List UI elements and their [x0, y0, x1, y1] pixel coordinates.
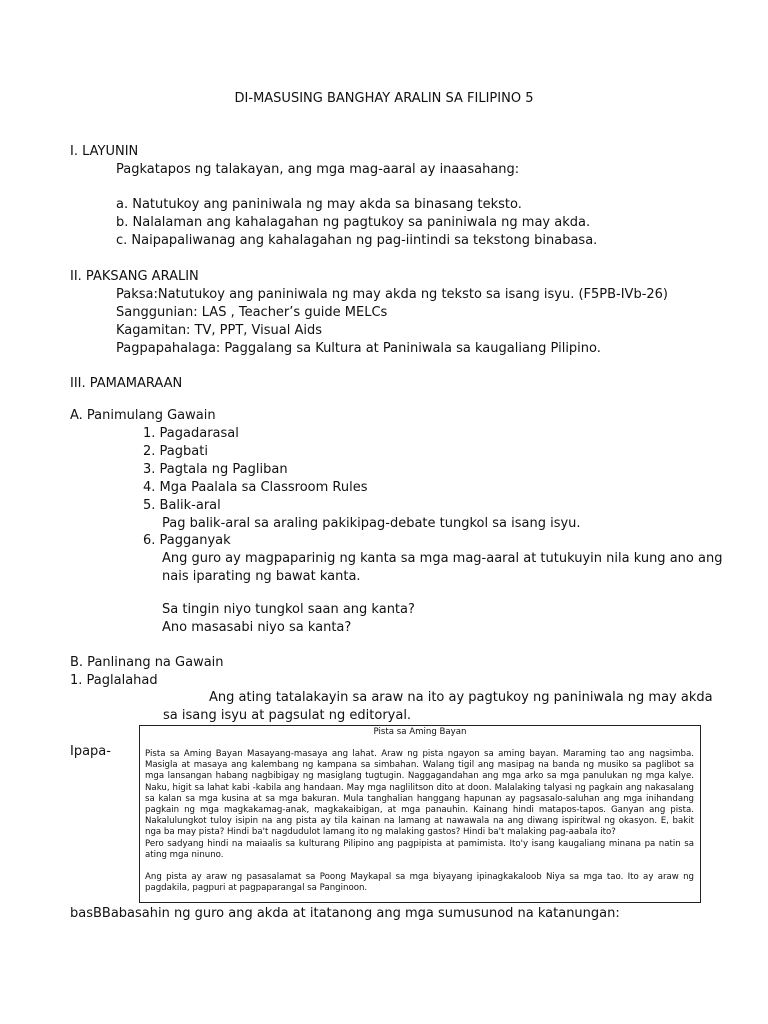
reading-text-box [139, 725, 701, 903]
section-heading-paksang-aralin: II. PAKSANG ARALIN [70, 269, 199, 284]
step-item: 4. Mga Paalala sa Classroom Rules [143, 480, 368, 495]
subheading-panimulang-gawain: A. Panimulang Gawain [70, 408, 216, 423]
reading-paragraph: Pista sa Aming Bayan Masayang-masaya ang lahat. Araw ng pista ngayon sa aming bayan. Maraming tao ang nagsimba. Masigla at masaya ang kalembang ng kampana sa simbahan. Walang tigil ang masipag na banda ng musiko sa paglibot sa mga lansangan habang nagbibigay ng masiglang tugtugin. Naggagandahan ang mga arko sa mga panulukan ng mga kalye. Naku, higit sa lahat kabi -kabila ang handaan. May mga naglilitson dito at doon. Malalaking talyasi ng pagkain ang nakasalang sa kalan sa mga kusina at sa mga bakuran. Mula tanghalian hanggang hapunan ay pagsasalo-saluhan ang mga inihandang pagkain ng mga magkakamag-anak, magkakaibigan, at mga panauhin. Kainang hindi matapos-tapos. Ganyan ang pista. Nakalulungkot tuloy isipin na ang pista ay tila kainan na lamang at nawawala na ang diwang ispiritwal ng okasyon. E, bakit nga ba may pista? Hindi ba't nagdudulot lamang ito ng malaking gastos? Hindi ba't malaking pag-aabala ito? [145, 749, 694, 838]
reading-paragraph: Ang pista ay araw ng pasasalamat sa Poong Maykapal sa mga biyayang ipinagkakaloob Niya sa mga tao. Ito ay araw ng pagdakila, pagpuri at pagpaparangal sa Panginoon. [145, 872, 694, 894]
layunin-item: a. Natutukoy ang paniniwala ng may akda sa binasang teksto. [116, 197, 522, 212]
pagganyak-text: Ang guro ay magpaparinig ng kanta sa mga mag-aaral at tutukuyin nila kung ano ang [162, 551, 723, 566]
step-item: 6. Pagganyak [143, 533, 231, 548]
layunin-item: b. Nalalaman ang kahalagahan ng pagtukoy sa paniniwala ng may akda. [116, 215, 591, 230]
step-item: 2. Pagbati [143, 444, 208, 459]
question-line: Sa tingin niyo tungkol saan ang kanta? [162, 602, 415, 617]
section-heading-layunin: I. LAYUNIN [70, 144, 139, 159]
paglalahad-heading: 1. Paglalahad [70, 673, 158, 688]
ipapa-label: Ipapa- [70, 744, 111, 759]
reading-paragraph: Pero sadyang hindi na maiaalis sa kulturang Pilipino ang pagpipista at pamimista. Ito'y isang kaugaliang minana pa natin sa ating mga ninuno. [145, 838, 694, 860]
pagpapahalaga-line: Pagpapahalaga: Paggalang sa Kultura at Paniniwala sa kaugaliang Pilipino. [116, 341, 601, 356]
step-item: 3. Pagtala ng Pagliban [143, 462, 288, 477]
balik-aral-text: Pag balik-aral sa araling pakikipag-debate tungkol sa isang isyu. [162, 516, 581, 531]
layunin-intro: Pagkatapos ng talakayan, ang mga mag-aaral ay inaasahang: [116, 162, 520, 177]
step-item: 5. Balik-aral [143, 498, 221, 513]
sanggunian-line: Sanggunian: LAS , Teacher’s guide MELCs [116, 305, 388, 320]
question-line: Ano masasabi niyo sa kanta? [162, 620, 352, 635]
section-heading-pamamaraan: III. PAMAMARAAN [70, 376, 183, 391]
pagganyak-text: nais iparating ng bawat kanta. [162, 569, 361, 584]
reading-box-title: Pista sa Aming Bayan [373, 727, 467, 737]
subheading-panlinang-na-gawain: B. Panlinang na Gawain [70, 655, 224, 670]
paglalahad-text: sa isang isyu at pagsulat ng editoryal. [163, 708, 412, 723]
page-title: DI-MASUSING BANGHAY ARALIN SA FILIPINO 5 [234, 91, 534, 106]
reading-box-body [145, 749, 694, 894]
step-item: 1. Pagadarasal [143, 426, 239, 441]
closing-line: basBBabasahin ng guro ang akda at itatanong ang mga sumusunod na katanungan: [70, 906, 620, 921]
paglalahad-text: Ang ating tatalakayin sa araw na ito ay pagtukoy ng paniniwala ng may akda [209, 690, 713, 705]
kagamitan-line: Kagamitan: TV, PPT, Visual Aids [116, 323, 323, 338]
paksa-line: Paksa:Natutukoy ang paniniwala ng may akda ng teksto sa isang isyu. (F5PB-IVb-26) [116, 287, 669, 302]
layunin-item: c. Naipapaliwanag ang kahalagahan ng pag-iintindi sa tekstong binabasa. [116, 233, 598, 248]
